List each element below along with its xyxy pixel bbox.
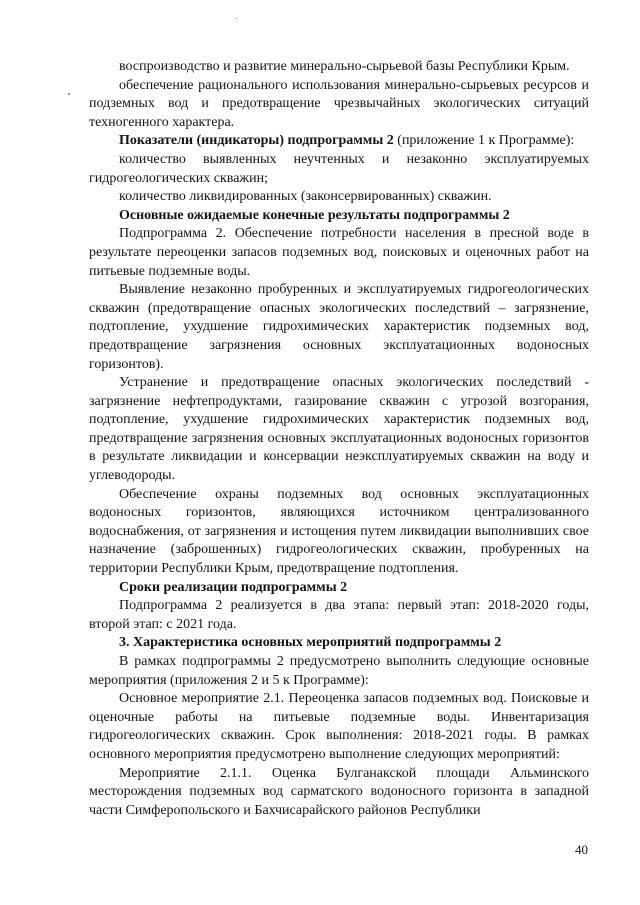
indicators-heading: Показатели (индикаторы) подпрограммы 2 (119, 133, 394, 149)
scan-speck (68, 93, 70, 95)
document-page (89, 58, 589, 820)
paragraph-mineral-base: воспроизводство и развитие минерально-сырьевой базы Республики Крым. (119, 59, 570, 74)
page-number: 40 (575, 842, 588, 857)
paragraph-groundwater-protection: Обеспечение охраны подземных вод основных эксплуатационных водоносных горизонтов, являющихся источником централизованного водоснабжения, от загрязнения и истощения путем ликвидации выполнивших свое назначение (заброшенных) гидрогеологических скважин, пробуренных на территории Республики Крым, предотвращение подтопления. (89, 486, 589, 577)
paragraph-rational-use: обеспечение рационального использования минерально-сырьевых ресурсов и подземных вод и предотвращение чрезвычайных экологических ситуаций техногенного характера. (89, 77, 589, 130)
paragraph-main-activity-2-1: Основное мероприятие 2.1. Переоценка запасов подземных вод. Поисковые и оценочные работы на питьевые подземные воды. Инвентаризация гидрогеологических скважин. Срок выполнения: 2018-2021 годы. В рамках основного мероприятия предусмотрено выполнение следующих мероприятий: (89, 691, 589, 762)
paragraph-ecological-consequences: Устранение и предотвращение опасных экологических последствий - загрязнение нефтепродуктами, газирование скважин с угрозой возгорания, подтопление, ухудшение гидрохимических характеристик подземных вод, предотвращение загрязнения основных эксплуатационных водоносных горизонтов в результате ликвидации и консервации неэксплуатируемых скважин на воду и углеводороды. (89, 375, 589, 484)
scan-speck (236, 18, 237, 19)
paragraph-activities-intro: В рамках подпрограммы 2 предусмотрено выполнить следующие основные мероприятия (приложения 2 и 5 к Программе): (89, 654, 589, 688)
heading-implementation-terms: Сроки реализации подпрограммы 2 (119, 579, 348, 595)
paragraph-water-supply: Подпрограмма 2. Обеспечение потребности населения в пресной воде в результате переоценки запасов подземных вод, поисковых и оценочных работ на питьевые подземные воды. (89, 226, 589, 279)
indicators-reference: (приложение 1 к Программе): (393, 133, 575, 149)
paragraph-stages: Подпрограмма 2 реализуется в два этапа: первый этап: 2018-2020 годы, второй этап: с 2021 года. (89, 598, 589, 632)
paragraph-illegal-wells: Выявление незаконно пробуренных и эксплуатируемых гидрогеологических скважин (предотвращение опасных экологических последствий – загрязнение, подтопление, ухудшение гидрохимических характеристик подземных вод, предотвращение загрязнения основных эксплуатационных водоносных горизонтов). (89, 282, 589, 372)
paragraph-indicator-wells-found: количество выявленных неучтенных и незаконно эксплуатируемых гидрогеологических скважин; (89, 151, 589, 186)
heading-expected-results: Основные ожидаемые конечные результаты подпрограммы 2 (119, 207, 510, 223)
paragraph-activity-2-1-1: Мероприятие 2.1.1. Оценка Булганакской площади Альминского месторождения подземных вод сарматского водоносного горизонта в западной части Симферопольского и Бахчисарайского районов Республики (89, 765, 589, 818)
heading-main-activities: 3. Характеристика основных мероприятий подпрограммы 2 (119, 635, 502, 651)
paragraph-indicator-wells-liquidated: количество ликвидированных (законсервированных) скважин. (119, 189, 492, 205)
paragraph-indicators (89, 132, 589, 151)
